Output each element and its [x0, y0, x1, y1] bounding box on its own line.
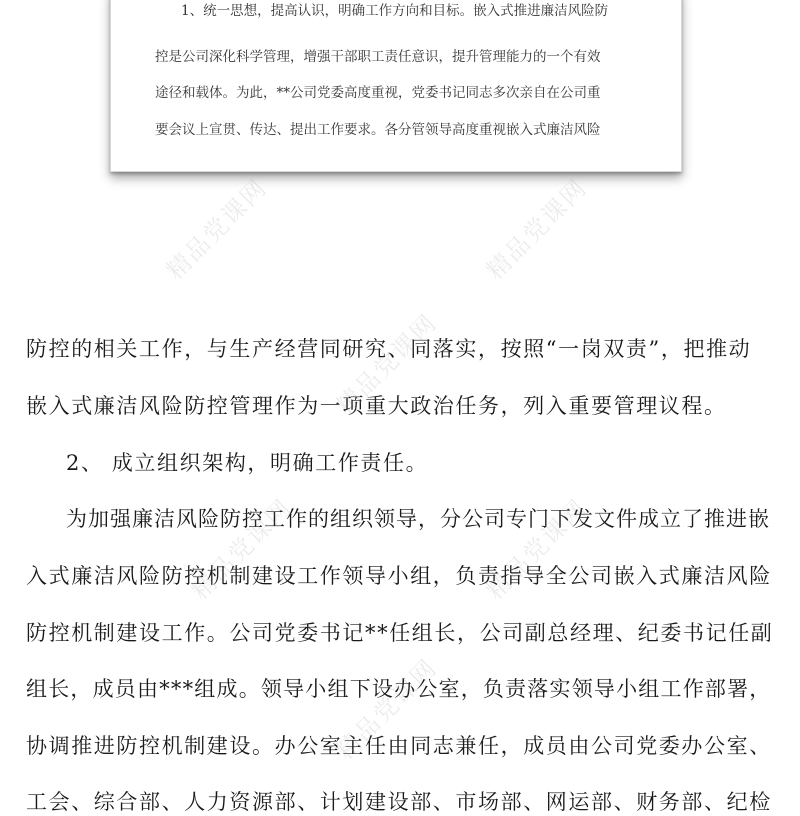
body-line: 防控的相关工作，与生产经营同研究、同落实，按照“一岗双责”，把推动 — [26, 337, 752, 361]
card-line: 途径和载体。为此，**公司党委高度重视，党委书记同志多次亲自在公司重 — [155, 85, 601, 101]
card-line: 要会议上宣贯、传达、提出工作要求。各分管领导高度重视嵌入式廉洁风险 — [155, 122, 601, 138]
watermark: 精品党课网 — [330, 653, 443, 766]
card-line: 1、统一思想，提高认识，明确工作方向和目标。嵌入式推进廉洁风险防 — [181, 3, 609, 19]
body-line: 嵌入式廉洁风险防控管理作为一项重大政治任务，列入重要管理议程。 — [26, 394, 727, 418]
watermark: 精品党课网 — [480, 173, 593, 286]
body-line: 协调推进防控机制建设。办公室主任由同志兼任，成员由公司党委办公室、 — [26, 734, 772, 758]
watermark: 精品党课网 — [160, 173, 273, 286]
body-line: 防控机制建设工作。公司党委书记**任组长，公司副总经理、纪委书记任副 — [26, 621, 774, 645]
watermark: 精品党课网 — [480, 493, 593, 606]
watermark: 精品党课网 — [330, 308, 443, 421]
watermark: 精品党课网 — [185, 493, 298, 606]
section-heading: 2、 成立组织架构，明确工作责任。 — [66, 451, 429, 475]
card-line: 控是公司深化科学管理，增强干部职工责任意识，提升管理能力的一个有效 — [155, 49, 601, 65]
body-line: 入式廉洁风险防控机制建设工作领导小组，负责指导全公司嵌入式廉洁风险 — [26, 564, 772, 588]
body-line: 工会、综合部、人力资源部、计划建设部、市场部、网运部、财务部、纪检 — [26, 790, 772, 814]
body-line: 为加强廉洁风险防控工作的组织领导，分公司专门下发文件成立了推进嵌 — [66, 507, 770, 531]
body-line: 组长，成员由***组成。领导小组下设办公室，负责落实领导小组工作部署， — [26, 677, 772, 701]
previous-page-card — [110, 0, 682, 172]
